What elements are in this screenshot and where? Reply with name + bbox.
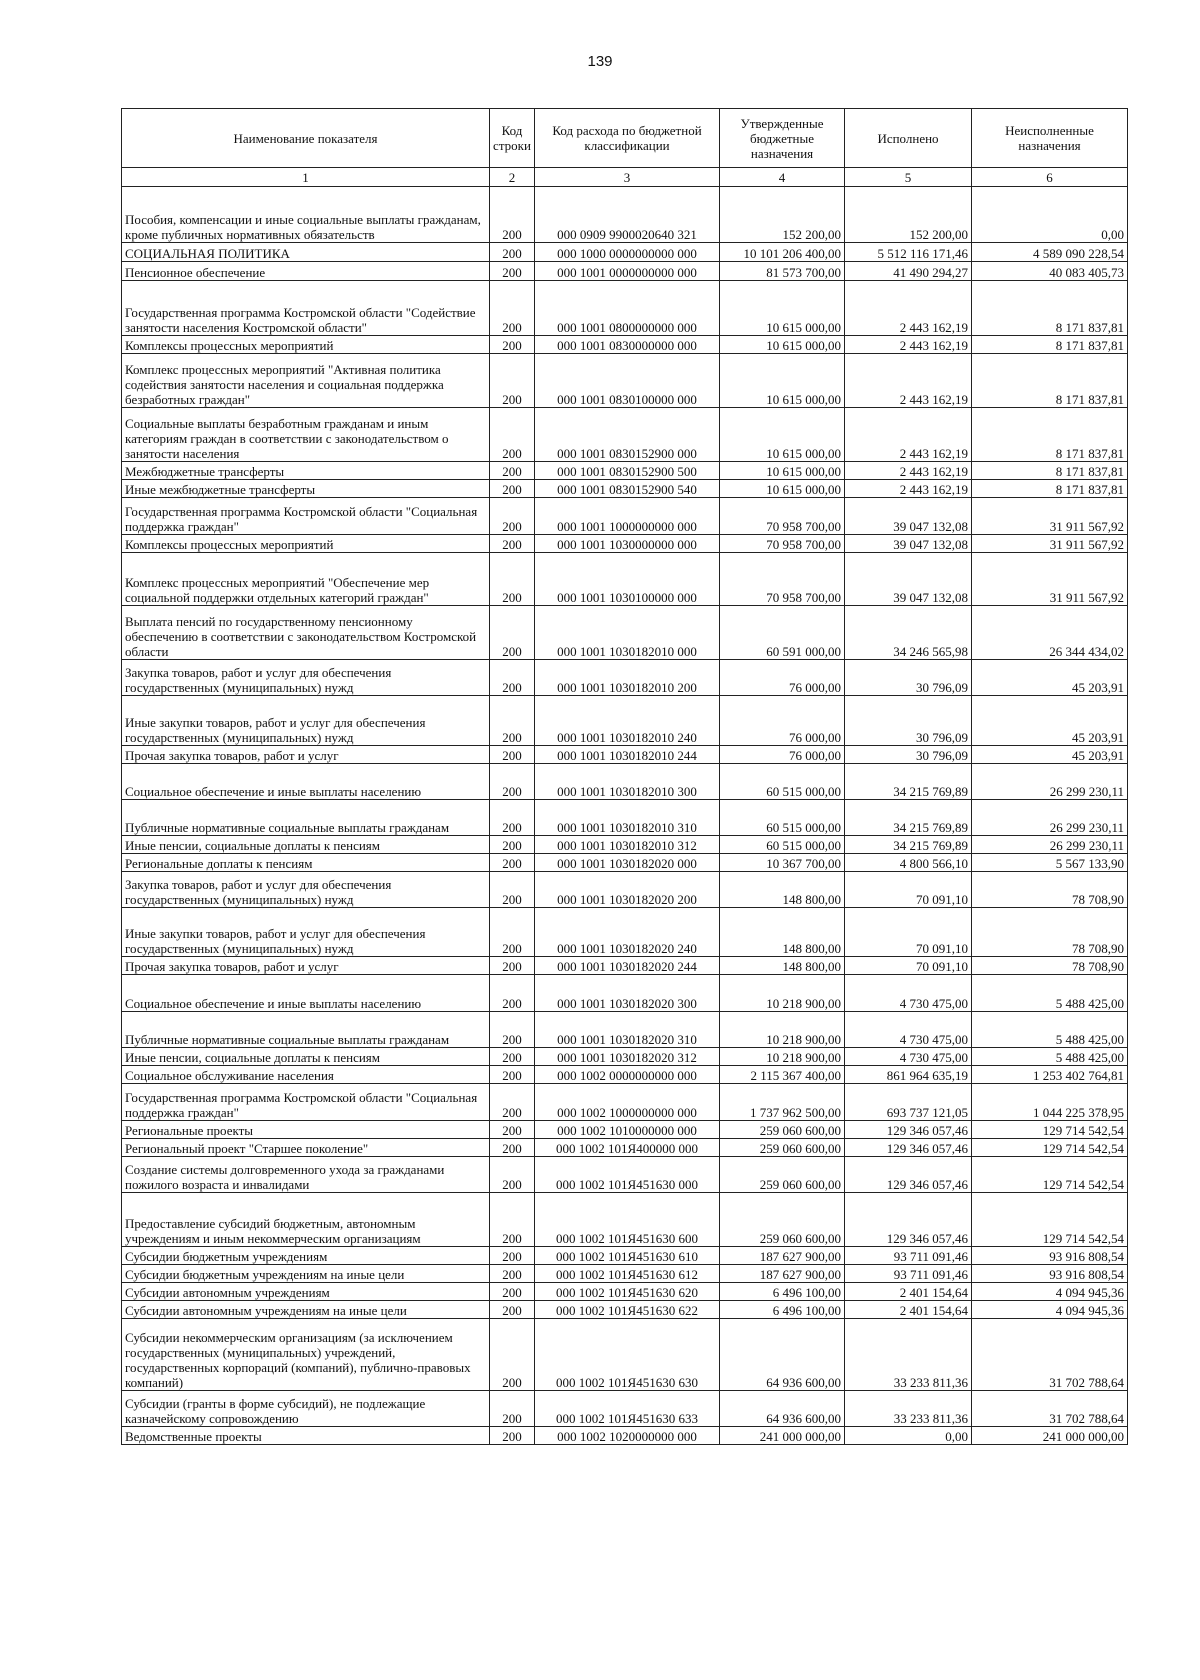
unexecuted-amount-cell: 26 299 230,11 [972,800,1128,836]
executed-amount-cell: 0,00 [845,1427,972,1445]
unexecuted-amount-cell: 1 253 402 764,81 [972,1066,1128,1084]
indicator-name-cell: Социальное обеспечение и иные выплаты населению [122,764,490,800]
executed-amount-cell: 2 443 162,19 [845,354,972,408]
classification-code-cell: 000 1002 101Я400000 000 [535,1139,720,1157]
table-row [122,1265,1128,1283]
table-row [122,1139,1128,1157]
indicator-name-cell: Социальные выплаты безработным гражданам и иным категориям граждан в соответствии с законодательством о занятости населения [122,408,490,462]
unexecuted-amount-cell: 45 203,91 [972,746,1128,764]
classification-code-cell: 000 1001 1030000000 000 [535,535,720,553]
unexecuted-amount-cell: 5 488 425,00 [972,975,1128,1012]
line-code-cell: 200 [490,1265,535,1283]
classification-code-cell: 000 1001 0830000000 000 [535,336,720,354]
indicator-name-cell: СОЦИАЛЬНАЯ ПОЛИТИКА [122,243,490,262]
indicator-name-cell: Социальное обслуживание населения [122,1066,490,1084]
approved-amount-cell: 6 496 100,00 [720,1283,845,1301]
line-code-cell: 200 [490,696,535,746]
classification-code-cell: 000 1002 1000000000 000 [535,1084,720,1121]
page-number: 139 [587,53,613,70]
line-code-cell: 200 [490,1193,535,1247]
approved-amount-cell: 10 367 700,00 [720,854,845,872]
executed-amount-cell: 861 964 635,19 [845,1066,972,1084]
table-row [122,957,1128,975]
table-row [122,872,1128,908]
line-code-cell: 200 [490,1301,535,1319]
column-number: 6 [972,168,1128,187]
table-row [122,1193,1128,1247]
table-body [122,187,1128,1445]
indicator-name-cell: Иные пенсии, социальные доплаты к пенсиям [122,1048,490,1066]
approved-amount-cell: 70 958 700,00 [720,498,845,535]
classification-code-cell: 000 1002 101Я451630 630 [535,1319,720,1391]
indicator-name-cell: Субсидии автономным учреждениям [122,1283,490,1301]
line-code-cell: 200 [490,957,535,975]
approved-amount-cell: 10 615 000,00 [720,480,845,498]
line-code-cell: 200 [490,764,535,800]
column-number: 5 [845,168,972,187]
line-code-cell: 200 [490,336,535,354]
table-row [122,281,1128,336]
line-code-cell: 200 [490,800,535,836]
unexecuted-amount-cell: 129 714 542,54 [972,1139,1128,1157]
approved-amount-cell: 10 615 000,00 [720,354,845,408]
line-code-cell: 200 [490,1283,535,1301]
unexecuted-amount-cell: 1 044 225 378,95 [972,1084,1128,1121]
table-row [122,1084,1128,1121]
header-executed: Исполнено [845,109,972,168]
line-code-cell: 200 [490,606,535,660]
approved-amount-cell: 81 573 700,00 [720,262,845,281]
unexecuted-amount-cell: 4 094 945,36 [972,1301,1128,1319]
unexecuted-amount-cell: 78 708,90 [972,872,1128,908]
approved-amount-cell: 10 218 900,00 [720,1048,845,1066]
table-row [122,1066,1128,1084]
line-code-cell: 200 [490,854,535,872]
approved-amount-cell: 152 200,00 [720,187,845,243]
approved-amount-cell: 2 115 367 400,00 [720,1066,845,1084]
executed-amount-cell: 4 730 475,00 [845,975,972,1012]
unexecuted-amount-cell: 31 911 567,92 [972,553,1128,606]
table-row [122,354,1128,408]
unexecuted-amount-cell: 129 714 542,54 [972,1193,1128,1247]
budget-execution-table [121,108,1128,1445]
approved-amount-cell: 70 958 700,00 [720,535,845,553]
header-unexecuted: Неисполненные назначения [972,109,1128,168]
indicator-name-cell: Субсидии (гранты в форме субсидий), не подлежащие казначейскому сопровождению [122,1391,490,1427]
classification-code-cell: 000 1001 1030182020 240 [535,908,720,957]
table-row [122,1427,1128,1445]
approved-amount-cell: 10 615 000,00 [720,281,845,336]
executed-amount-cell: 70 091,10 [845,908,972,957]
table-row [122,336,1128,354]
header-line-code: Код строки [490,109,535,168]
unexecuted-amount-cell: 129 714 542,54 [972,1157,1128,1193]
line-code-cell: 200 [490,354,535,408]
executed-amount-cell: 34 215 769,89 [845,800,972,836]
indicator-name-cell: Иные пенсии, социальные доплаты к пенсиям [122,836,490,854]
unexecuted-amount-cell: 31 702 788,64 [972,1319,1128,1391]
line-code-cell: 200 [490,1012,535,1048]
executed-amount-cell: 2 443 162,19 [845,336,972,354]
unexecuted-amount-cell: 26 344 434,02 [972,606,1128,660]
unexecuted-amount-cell: 5 567 133,90 [972,854,1128,872]
approved-amount-cell: 60 515 000,00 [720,800,845,836]
table-row [122,187,1128,243]
line-code-cell: 200 [490,553,535,606]
executed-amount-cell: 34 215 769,89 [845,836,972,854]
classification-code-cell: 000 1002 101Я451630 600 [535,1193,720,1247]
approved-amount-cell: 259 060 600,00 [720,1121,845,1139]
executed-amount-cell: 34 246 565,98 [845,606,972,660]
table-row [122,764,1128,800]
unexecuted-amount-cell: 45 203,91 [972,696,1128,746]
indicator-name-cell: Закупка товаров, работ и услуг для обеспечения государственных (муниципальных) нужд [122,872,490,908]
classification-code-cell: 000 1001 0830152900 540 [535,480,720,498]
executed-amount-cell: 30 796,09 [845,746,972,764]
indicator-name-cell: Социальное обеспечение и иные выплаты населению [122,975,490,1012]
indicator-name-cell: Закупка товаров, работ и услуг для обеспечения государственных (муниципальных) нужд [122,660,490,696]
indicator-name-cell: Пенсионное обеспечение [122,262,490,281]
unexecuted-amount-cell: 8 171 837,81 [972,480,1128,498]
table-row [122,746,1128,764]
table-row [122,660,1128,696]
classification-code-cell: 000 1001 0830100000 000 [535,354,720,408]
column-number: 2 [490,168,535,187]
classification-code-cell: 000 1002 101Я451630 612 [535,1265,720,1283]
classification-code-cell: 000 1000 0000000000 000 [535,243,720,262]
unexecuted-amount-cell: 8 171 837,81 [972,281,1128,336]
approved-amount-cell: 10 218 900,00 [720,975,845,1012]
table-row [122,696,1128,746]
classification-code-cell: 000 1001 1030182010 310 [535,800,720,836]
table-row [122,1319,1128,1391]
classification-code-cell: 000 1002 101Я451630 000 [535,1157,720,1193]
unexecuted-amount-cell: 78 708,90 [972,957,1128,975]
unexecuted-amount-cell: 8 171 837,81 [972,336,1128,354]
table-row [122,1247,1128,1265]
executed-amount-cell: 693 737 121,05 [845,1084,972,1121]
executed-amount-cell: 39 047 132,08 [845,535,972,553]
classification-code-cell: 000 1001 0800000000 000 [535,281,720,336]
approved-amount-cell: 187 627 900,00 [720,1265,845,1283]
line-code-cell: 200 [490,1319,535,1391]
approved-amount-cell: 76 000,00 [720,660,845,696]
line-code-cell: 200 [490,908,535,957]
unexecuted-amount-cell: 129 714 542,54 [972,1121,1128,1139]
indicator-name-cell: Иные закупки товаров, работ и услуг для обеспечения государственных (муниципальных) нужд [122,908,490,957]
table-row [122,1121,1128,1139]
approved-amount-cell: 64 936 600,00 [720,1319,845,1391]
approved-amount-cell: 60 591 000,00 [720,606,845,660]
indicator-name-cell: Субсидии бюджетным учреждениям [122,1247,490,1265]
line-code-cell: 200 [490,746,535,764]
unexecuted-amount-cell: 8 171 837,81 [972,354,1128,408]
indicator-name-cell: Государственная программа Костромской области "Содействие занятости населения Костромской области" [122,281,490,336]
unexecuted-amount-cell: 4 094 945,36 [972,1283,1128,1301]
header-classification-code: Код расхода по бюджетной классификации [535,109,720,168]
indicator-name-cell: Публичные нормативные социальные выплаты гражданам [122,1012,490,1048]
indicator-name-cell: Создание системы долговременного ухода за гражданами пожилого возраста и инвалидами [122,1157,490,1193]
approved-amount-cell: 259 060 600,00 [720,1193,845,1247]
classification-code-cell: 000 1002 101Я451630 620 [535,1283,720,1301]
indicator-name-cell: Государственная программа Костромской области "Социальная поддержка граждан" [122,1084,490,1121]
line-code-cell: 200 [490,243,535,262]
executed-amount-cell: 4 730 475,00 [845,1048,972,1066]
line-code-cell: 200 [490,262,535,281]
indicator-name-cell: Государственная программа Костромской области "Социальная поддержка граждан" [122,498,490,535]
table-row [122,462,1128,480]
line-code-cell: 200 [490,1066,535,1084]
approved-amount-cell: 60 515 000,00 [720,836,845,854]
line-code-cell: 200 [490,872,535,908]
approved-amount-cell: 76 000,00 [720,696,845,746]
indicator-name-cell: Выплата пенсий по государственному пенсионному обеспечению в соответствии с законодательством Костромской области [122,606,490,660]
approved-amount-cell: 148 800,00 [720,957,845,975]
executed-amount-cell: 2 443 162,19 [845,480,972,498]
table-row [122,1157,1128,1193]
executed-amount-cell: 33 233 811,36 [845,1319,972,1391]
table-row [122,975,1128,1012]
table-row [122,1391,1128,1427]
approved-amount-cell: 64 936 600,00 [720,1391,845,1427]
approved-amount-cell: 70 958 700,00 [720,553,845,606]
indicator-name-cell: Комплексы процессных мероприятий [122,336,490,354]
line-code-cell: 200 [490,836,535,854]
column-number: 4 [720,168,845,187]
classification-code-cell: 000 1002 0000000000 000 [535,1066,720,1084]
line-code-cell: 200 [490,408,535,462]
executed-amount-cell: 4 730 475,00 [845,1012,972,1048]
indicator-name-cell: Публичные нормативные социальные выплаты гражданам [122,800,490,836]
line-code-cell: 200 [490,1048,535,1066]
approved-amount-cell: 259 060 600,00 [720,1157,845,1193]
executed-amount-cell: 33 233 811,36 [845,1391,972,1427]
indicator-name-cell: Пособия, компенсации и иные социальные выплаты гражданам, кроме публичных нормативных обязательств [122,187,490,243]
classification-code-cell: 000 1001 1030182010 244 [535,746,720,764]
classification-code-cell: 000 1001 1030182010 300 [535,764,720,800]
unexecuted-amount-cell: 8 171 837,81 [972,408,1128,462]
approved-amount-cell: 10 615 000,00 [720,336,845,354]
table-row [122,1012,1128,1048]
executed-amount-cell: 41 490 294,27 [845,262,972,281]
executed-amount-cell: 2 401 154,64 [845,1283,972,1301]
table-row [122,408,1128,462]
table-row [122,606,1128,660]
executed-amount-cell: 4 800 566,10 [845,854,972,872]
classification-code-cell: 000 1002 101Я451630 633 [535,1391,720,1427]
executed-amount-cell: 30 796,09 [845,660,972,696]
classification-code-cell: 000 0909 9900020640 321 [535,187,720,243]
table-row [122,1048,1128,1066]
table-row [122,243,1128,262]
unexecuted-amount-cell: 31 911 567,92 [972,535,1128,553]
line-code-cell: 200 [490,1121,535,1139]
executed-amount-cell: 129 346 057,46 [845,1121,972,1139]
line-code-cell: 200 [490,480,535,498]
line-code-cell: 200 [490,281,535,336]
classification-code-cell: 000 1001 1030182020 000 [535,854,720,872]
approved-amount-cell: 10 615 000,00 [720,462,845,480]
classification-code-cell: 000 1001 0000000000 000 [535,262,720,281]
indicator-name-cell: Субсидии автономным учреждениям на иные цели [122,1301,490,1319]
classification-code-cell: 000 1001 1030182020 244 [535,957,720,975]
classification-code-cell: 000 1001 1030182010 200 [535,660,720,696]
line-code-cell: 200 [490,462,535,480]
executed-amount-cell: 39 047 132,08 [845,553,972,606]
table-row [122,908,1128,957]
executed-amount-cell: 129 346 057,46 [845,1139,972,1157]
unexecuted-amount-cell: 31 911 567,92 [972,498,1128,535]
table-header-row [122,109,1128,168]
approved-amount-cell: 1 737 962 500,00 [720,1084,845,1121]
executed-amount-cell: 2 443 162,19 [845,281,972,336]
indicator-name-cell: Субсидии бюджетным учреждениям на иные цели [122,1265,490,1283]
executed-amount-cell: 129 346 057,46 [845,1193,972,1247]
classification-code-cell: 000 1001 0830152900 000 [535,408,720,462]
classification-code-cell: 000 1001 1030182010 312 [535,836,720,854]
header-approved: Утвержденные бюджетные назначения [720,109,845,168]
unexecuted-amount-cell: 26 299 230,11 [972,836,1128,854]
approved-amount-cell: 60 515 000,00 [720,764,845,800]
table-row [122,535,1128,553]
indicator-name-cell: Прочая закупка товаров, работ и услуг [122,957,490,975]
classification-code-cell: 000 1001 1030182020 312 [535,1048,720,1066]
unexecuted-amount-cell: 45 203,91 [972,660,1128,696]
executed-amount-cell: 5 512 116 171,46 [845,243,972,262]
table-row [122,1283,1128,1301]
approved-amount-cell: 10 218 900,00 [720,1012,845,1048]
indicator-name-cell: Межбюджетные трансферты [122,462,490,480]
indicator-name-cell: Ведомственные проекты [122,1427,490,1445]
line-code-cell: 200 [490,1157,535,1193]
unexecuted-amount-cell: 5 488 425,00 [972,1048,1128,1066]
column-number: 1 [122,168,490,187]
column-number-row [122,168,1128,187]
classification-code-cell: 000 1001 1030182010 240 [535,696,720,746]
line-code-cell: 200 [490,1247,535,1265]
unexecuted-amount-cell: 40 083 405,73 [972,262,1128,281]
unexecuted-amount-cell: 26 299 230,11 [972,764,1128,800]
indicator-name-cell: Иные закупки товаров, работ и услуг для обеспечения государственных (муниципальных) нужд [122,696,490,746]
header-indicator-name: Наименование показателя [122,109,490,168]
executed-amount-cell: 152 200,00 [845,187,972,243]
table-row [122,800,1128,836]
line-code-cell: 200 [490,1391,535,1427]
executed-amount-cell: 2 443 162,19 [845,462,972,480]
indicator-name-cell: Комплекс процессных мероприятий "Активная политика содействия занятости населения и социальная поддержка безработных граждан" [122,354,490,408]
line-code-cell: 200 [490,1139,535,1157]
classification-code-cell: 000 1001 1030182020 310 [535,1012,720,1048]
executed-amount-cell: 70 091,10 [845,957,972,975]
classification-code-cell: 000 1001 0830152900 500 [535,462,720,480]
table-row [122,498,1128,535]
indicator-name-cell: Прочая закупка товаров, работ и услуг [122,746,490,764]
indicator-name-cell: Предоставление субсидий бюджетным, автономным учреждениям и иным некоммерческим организациям [122,1193,490,1247]
unexecuted-amount-cell: 93 916 808,54 [972,1265,1128,1283]
indicator-name-cell: Комплексы процессных мероприятий [122,535,490,553]
classification-code-cell: 000 1002 1010000000 000 [535,1121,720,1139]
table-row [122,836,1128,854]
classification-code-cell: 000 1001 1030182010 000 [535,606,720,660]
executed-amount-cell: 70 091,10 [845,872,972,908]
unexecuted-amount-cell: 5 488 425,00 [972,1012,1128,1048]
approved-amount-cell: 259 060 600,00 [720,1139,845,1157]
line-code-cell: 200 [490,1427,535,1445]
unexecuted-amount-cell: 31 702 788,64 [972,1391,1128,1427]
line-code-cell: 200 [490,187,535,243]
table-row [122,553,1128,606]
approved-amount-cell: 10 101 206 400,00 [720,243,845,262]
approved-amount-cell: 76 000,00 [720,746,845,764]
indicator-name-cell: Комплекс процессных мероприятий "Обеспечение мер социальной поддержки отдельных категорий граждан" [122,553,490,606]
approved-amount-cell: 6 496 100,00 [720,1301,845,1319]
line-code-cell: 200 [490,1084,535,1121]
executed-amount-cell: 34 215 769,89 [845,764,972,800]
indicator-name-cell: Иные межбюджетные трансферты [122,480,490,498]
classification-code-cell: 000 1001 1030182020 300 [535,975,720,1012]
executed-amount-cell: 129 346 057,46 [845,1157,972,1193]
line-code-cell: 200 [490,975,535,1012]
indicator-name-cell: Субсидии некоммерческим организациям (за исключением государственных (муниципальных) учреждений, государственных корпораций (компаний), публично-правовых компаний) [122,1319,490,1391]
executed-amount-cell: 30 796,09 [845,696,972,746]
table-row [122,262,1128,281]
approved-amount-cell: 187 627 900,00 [720,1247,845,1265]
indicator-name-cell: Региональный проект "Старшее поколение" [122,1139,490,1157]
table-row [122,854,1128,872]
approved-amount-cell: 148 800,00 [720,872,845,908]
classification-code-cell: 000 1001 1000000000 000 [535,498,720,535]
unexecuted-amount-cell: 0,00 [972,187,1128,243]
table-row [122,1301,1128,1319]
unexecuted-amount-cell: 78 708,90 [972,908,1128,957]
unexecuted-amount-cell: 241 000 000,00 [972,1427,1128,1445]
classification-code-cell: 000 1002 1020000000 000 [535,1427,720,1445]
indicator-name-cell: Региональные проекты [122,1121,490,1139]
unexecuted-amount-cell: 8 171 837,81 [972,462,1128,480]
approved-amount-cell: 148 800,00 [720,908,845,957]
line-code-cell: 200 [490,535,535,553]
unexecuted-amount-cell: 4 589 090 228,54 [972,243,1128,262]
column-number: 3 [535,168,720,187]
executed-amount-cell: 2 401 154,64 [845,1301,972,1319]
line-code-cell: 200 [490,498,535,535]
classification-code-cell: 000 1002 101Я451630 610 [535,1247,720,1265]
approved-amount-cell: 10 615 000,00 [720,408,845,462]
classification-code-cell: 000 1002 101Я451630 622 [535,1301,720,1319]
classification-code-cell: 000 1001 1030182020 200 [535,872,720,908]
executed-amount-cell: 93 711 091,46 [845,1265,972,1283]
classification-code-cell: 000 1001 1030100000 000 [535,553,720,606]
executed-amount-cell: 39 047 132,08 [845,498,972,535]
line-code-cell: 200 [490,660,535,696]
executed-amount-cell: 93 711 091,46 [845,1247,972,1265]
table-row [122,480,1128,498]
executed-amount-cell: 2 443 162,19 [845,408,972,462]
approved-amount-cell: 241 000 000,00 [720,1427,845,1445]
unexecuted-amount-cell: 93 916 808,54 [972,1247,1128,1265]
indicator-name-cell: Региональные доплаты к пенсиям [122,854,490,872]
